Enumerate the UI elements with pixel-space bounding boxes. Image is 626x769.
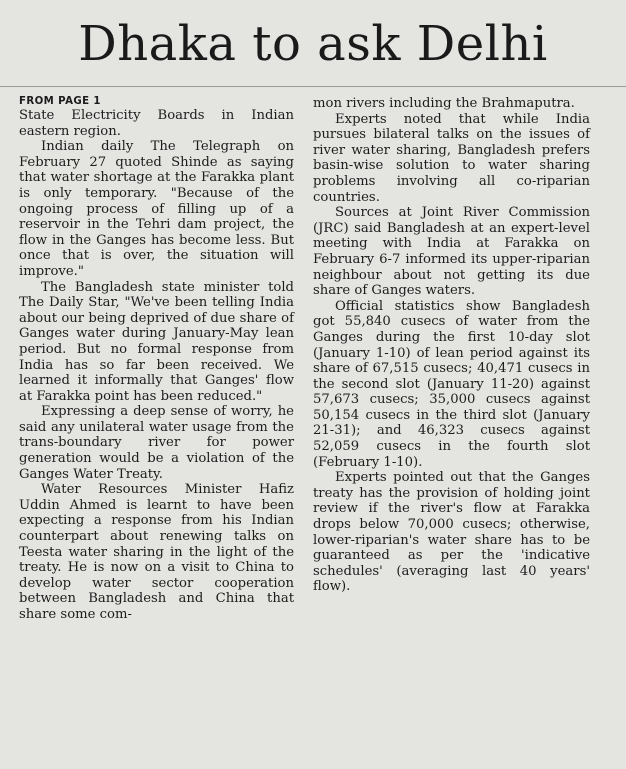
paragraph: Sources at Joint River Commission (JRC) said Bangladesh at an expert-level meeting with India at Farakka on February 6-7 informed its upper-riparian neighbour about not getting its due share of Ganges waters. (313, 205, 590, 299)
paragraph: mon rivers including the Brahmaputra. (313, 96, 575, 111)
paragraph: Experts pointed out that the Ganges treaty has the provision of holding joint review if the river's flow at Farakka drops below 70,000 cusecs; otherwise, lower-riparian's water share has to be guaranteed as per the 'indicative schedules' (averaging last 40 years' flow). (313, 470, 590, 595)
paragraph: State Electricity Boards in Indian eastern region. (19, 108, 294, 139)
paragraph: The Bangladesh state minister told The Daily Star, "We've been telling India about our being deprived of due share of Ganges water during January-May lean period. But no formal response from India has so far been received. We learned it informally that Ganges' flow at Farakka point has been reduced." (19, 279, 294, 404)
paragraph: Expressing a deep sense of worry, he said any unilateral water usage from the trans-boundary river for power generation would be a violation of the Ganges Water Treaty. (19, 404, 294, 482)
paragraph: Experts noted that while India pursues bilateral talks on the issues of river water sharing, Bangladesh prefers basin-wise solution to water sharing problems involving all co-riparian countries. (313, 111, 590, 205)
kicker: FROM PAGE 1 (19, 96, 101, 107)
paragraph: Indian daily The Telegraph on February 27 quoted Shinde as saying that water shortage at the Farakka plant is only temporary. "Because of the ongoing process of filling up of a reservoir in the Tehri dam project, the flow in the Ganges has become less. But once that is over, the situation will improve." (19, 139, 294, 279)
right-column (313, 96, 590, 595)
headline: Dhaka to ask Delhi (78, 16, 548, 72)
headline-rule (0, 86, 626, 87)
left-column (19, 96, 294, 623)
paragraph: Water Resources Minister Hafiz Uddin Ahmed is learnt to have been expecting a response from his Indian counterpart about renewing talks on Teesta water sharing in the light of the treaty. He is now on a visit to China to develop water sector cooperation between Bangladesh and China that share some com- (19, 482, 294, 622)
paragraph: Official statistics show Bangladesh got 55,840 cusecs of water from the Ganges during the first 10-day slot (January 1-10) of lean period against its share of 67,515 cusecs; 40,471 cusecs in the second slot (January 11-20) against 57,673 cusecs; 35,000 cusecs against 50,154 cusecs in the third slot (January 21-31); and 46,323 cusecs against 52,059 cusecs in the fourth slot (February 1-10). (313, 298, 590, 470)
